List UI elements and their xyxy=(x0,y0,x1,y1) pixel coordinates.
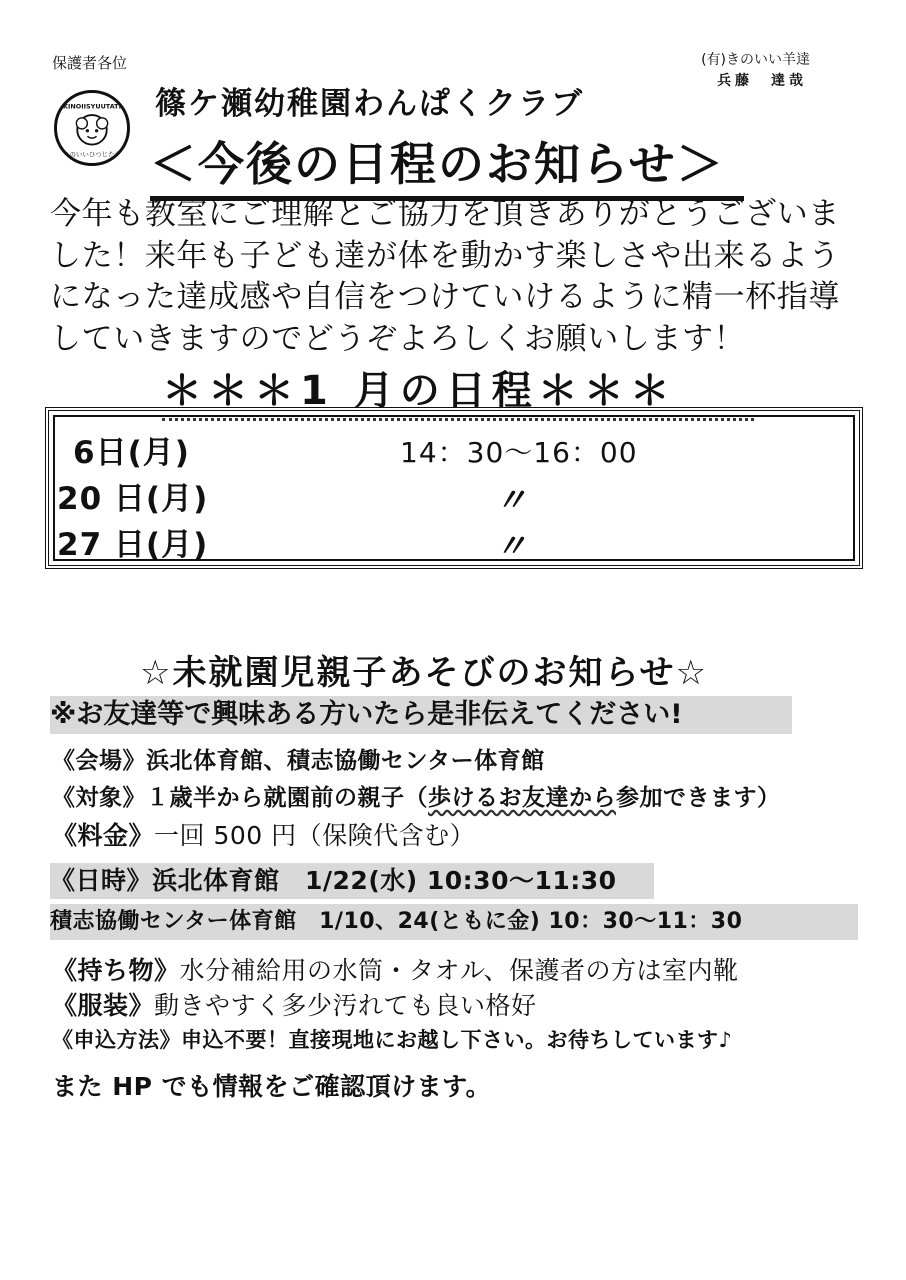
hp-line: また HP でも情報をご確認頂けます。 xyxy=(52,1072,492,1101)
schedule-time: 〃 xyxy=(495,481,528,519)
sender-name: 兵藤 達哉 xyxy=(717,73,808,89)
sender-block xyxy=(701,50,810,92)
schedule-time: 14：30～16：00 xyxy=(400,436,638,469)
venue-value: 浜北体育館、積志協働センター体育館 xyxy=(146,748,545,774)
fee-value: 一回 500 円（保険代含む） xyxy=(154,821,476,850)
target-underlined: 歩けるお友達から xyxy=(428,785,616,811)
venue-line xyxy=(52,742,545,775)
recipient: 保護者各位 xyxy=(52,54,128,72)
apply-line xyxy=(52,1024,732,1054)
schedule-row xyxy=(55,519,853,564)
fee-line xyxy=(52,816,475,852)
club-name: 篠ケ瀬幼稚園わんぱくクラブ xyxy=(155,86,584,122)
target-value: １歳半から就園前の親子（ xyxy=(146,785,428,811)
section-title: ☆未就園児親子あそびのお知らせ☆ xyxy=(140,653,708,693)
schedule-row xyxy=(55,427,853,472)
target-label: 《対象》 xyxy=(52,785,146,811)
sheep-logo-icon xyxy=(57,93,127,163)
intro-text: 今年も教室にご理解とご協力を頂きありがとうございました！来年も子ども達が体を動かす楽しさや出来るようになった達成感や自信をつけていけるように精一杯指導していきますのでどうぞよろしくお願いします！ xyxy=(50,196,840,357)
venue-label: 《会場》 xyxy=(52,748,146,774)
items-line xyxy=(52,951,739,987)
schedule-date: 27 日(月) xyxy=(57,527,209,563)
items-value: 水分補給用の水筒・タオル、保護者の方は室内靴 xyxy=(179,956,739,985)
dress-label: 《服装》 xyxy=(52,991,155,1020)
fee-label: 《料金》 xyxy=(52,821,155,850)
apply-value: 申込不要！直接現地にお越し下さい。お待ちしています♪ xyxy=(181,1028,733,1052)
apply-label: 《申込方法》 xyxy=(52,1028,181,1052)
logo-subtext: きのいいひつじたち xyxy=(63,150,121,159)
datetime-value-1: 浜北体育館 1/22(水) 10:30～11:30 xyxy=(152,866,617,895)
page-title: ＜今後の日程のお知らせ＞ xyxy=(150,128,744,201)
datetime-line-2: 積志協働センター体育館 1/10、24(ともに金) 10：30～11：30 xyxy=(50,904,858,940)
dress-line xyxy=(52,986,537,1022)
schedule-box xyxy=(45,407,863,569)
month-title: ＊＊＊1 月の日程＊＊＊ xyxy=(162,359,754,421)
schedule-time: 〃 xyxy=(495,527,528,565)
schedule-date: 20 日(月) xyxy=(57,481,209,517)
sender-company: (有)きのいい羊達 xyxy=(701,52,810,68)
schedule-row xyxy=(55,473,853,518)
datetime-label: 《日時》 xyxy=(50,866,153,895)
dress-value: 動きやすく多少汚れても良い格好 xyxy=(154,991,537,1020)
target-line xyxy=(52,779,781,812)
items-label: 《持ち物》 xyxy=(52,956,180,985)
datetime-line-1 xyxy=(50,863,654,899)
schedule-date: 6日(月) xyxy=(73,435,190,471)
club-logo xyxy=(54,90,130,166)
target-value-end: 参加できます） xyxy=(616,785,781,811)
notice-banner: ※お友達等で興味ある方いたら是非伝えてください! xyxy=(50,696,792,734)
logo-text: KINOIISYUUTATI xyxy=(63,102,121,111)
